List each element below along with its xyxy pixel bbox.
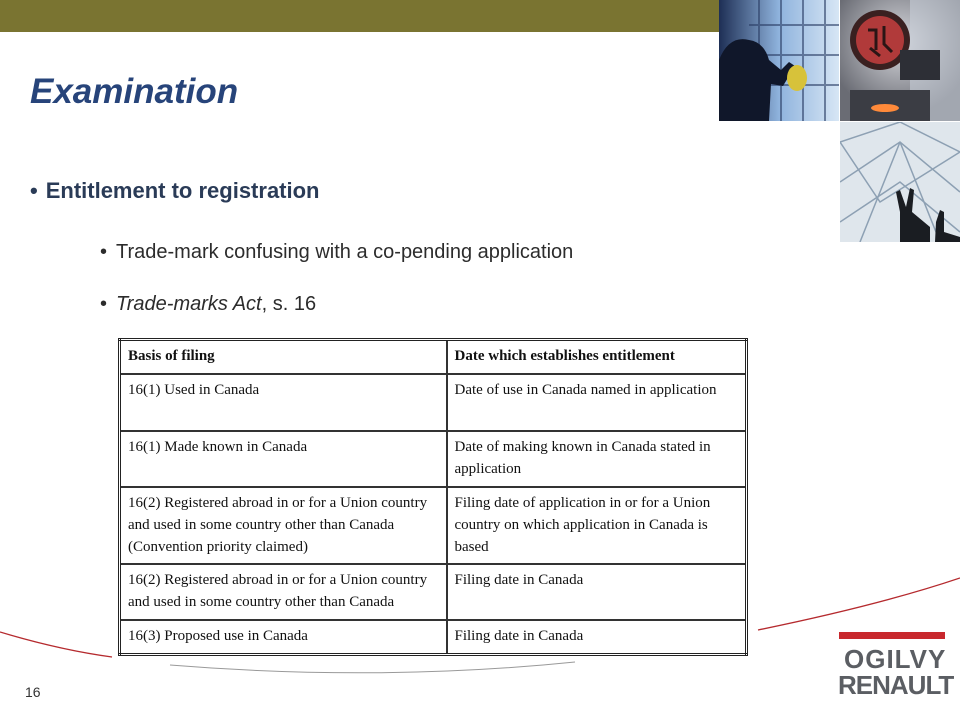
bullet-dot-icon: • (30, 178, 38, 203)
table-header-basis: Basis of filing (120, 340, 447, 375)
curve-left (0, 632, 112, 657)
table-row (120, 487, 747, 564)
bullet-dot-icon: • (100, 293, 108, 315)
table-row (120, 431, 747, 488)
logo-line-1: OGILVY (844, 644, 947, 674)
table-cell: Date of use in Canada named in application (447, 374, 747, 431)
entitlement-table-container (118, 338, 748, 656)
table-cell: 16(2) Registered abroad in or for a Union country and used in some country other than Canada (Convention priority claimed) (120, 487, 447, 564)
table-row (120, 374, 747, 431)
table-cell: 16(1) Made known in Canada (120, 431, 447, 488)
table-cell: Filing date in Canada (447, 564, 747, 621)
table-cell: Filing date in Canada (447, 620, 747, 654)
table-row (120, 564, 747, 621)
act-section: , s. 16 (261, 293, 317, 315)
act-name: Trade-marks Act (116, 293, 262, 315)
table-cell: 16(1) Used in Canada (120, 374, 447, 431)
table-cell: Date of making known in Canada stated in application (447, 431, 747, 488)
bullet-text: Trade-mark confusing with a co-pending application (116, 241, 574, 263)
ogilvy-renault-logo (838, 632, 954, 700)
curve-bottom (170, 662, 575, 673)
logo-line-2: RENAULT (838, 670, 954, 700)
table-cell: 16(2) Registered abroad in or for a Union country and used in some country other than Canada (120, 564, 447, 621)
entitlement-table (118, 338, 748, 656)
page-number: 16 (25, 684, 41, 700)
table-row (120, 620, 747, 654)
table-cell: 16(3) Proposed use in Canada (120, 620, 447, 654)
table-cell: Filing date of application in or for a Union country on which application in Canada is based (447, 487, 747, 564)
curve-right (758, 578, 960, 630)
logo-red-bar (839, 632, 945, 639)
bullet-dot-icon: • (100, 241, 108, 263)
table-header-date: Date which establishes entitlement (447, 340, 747, 375)
table-header-row (120, 340, 747, 375)
slide-title: Examination (30, 72, 239, 111)
bullet-text: Entitlement to registration (45, 178, 320, 203)
